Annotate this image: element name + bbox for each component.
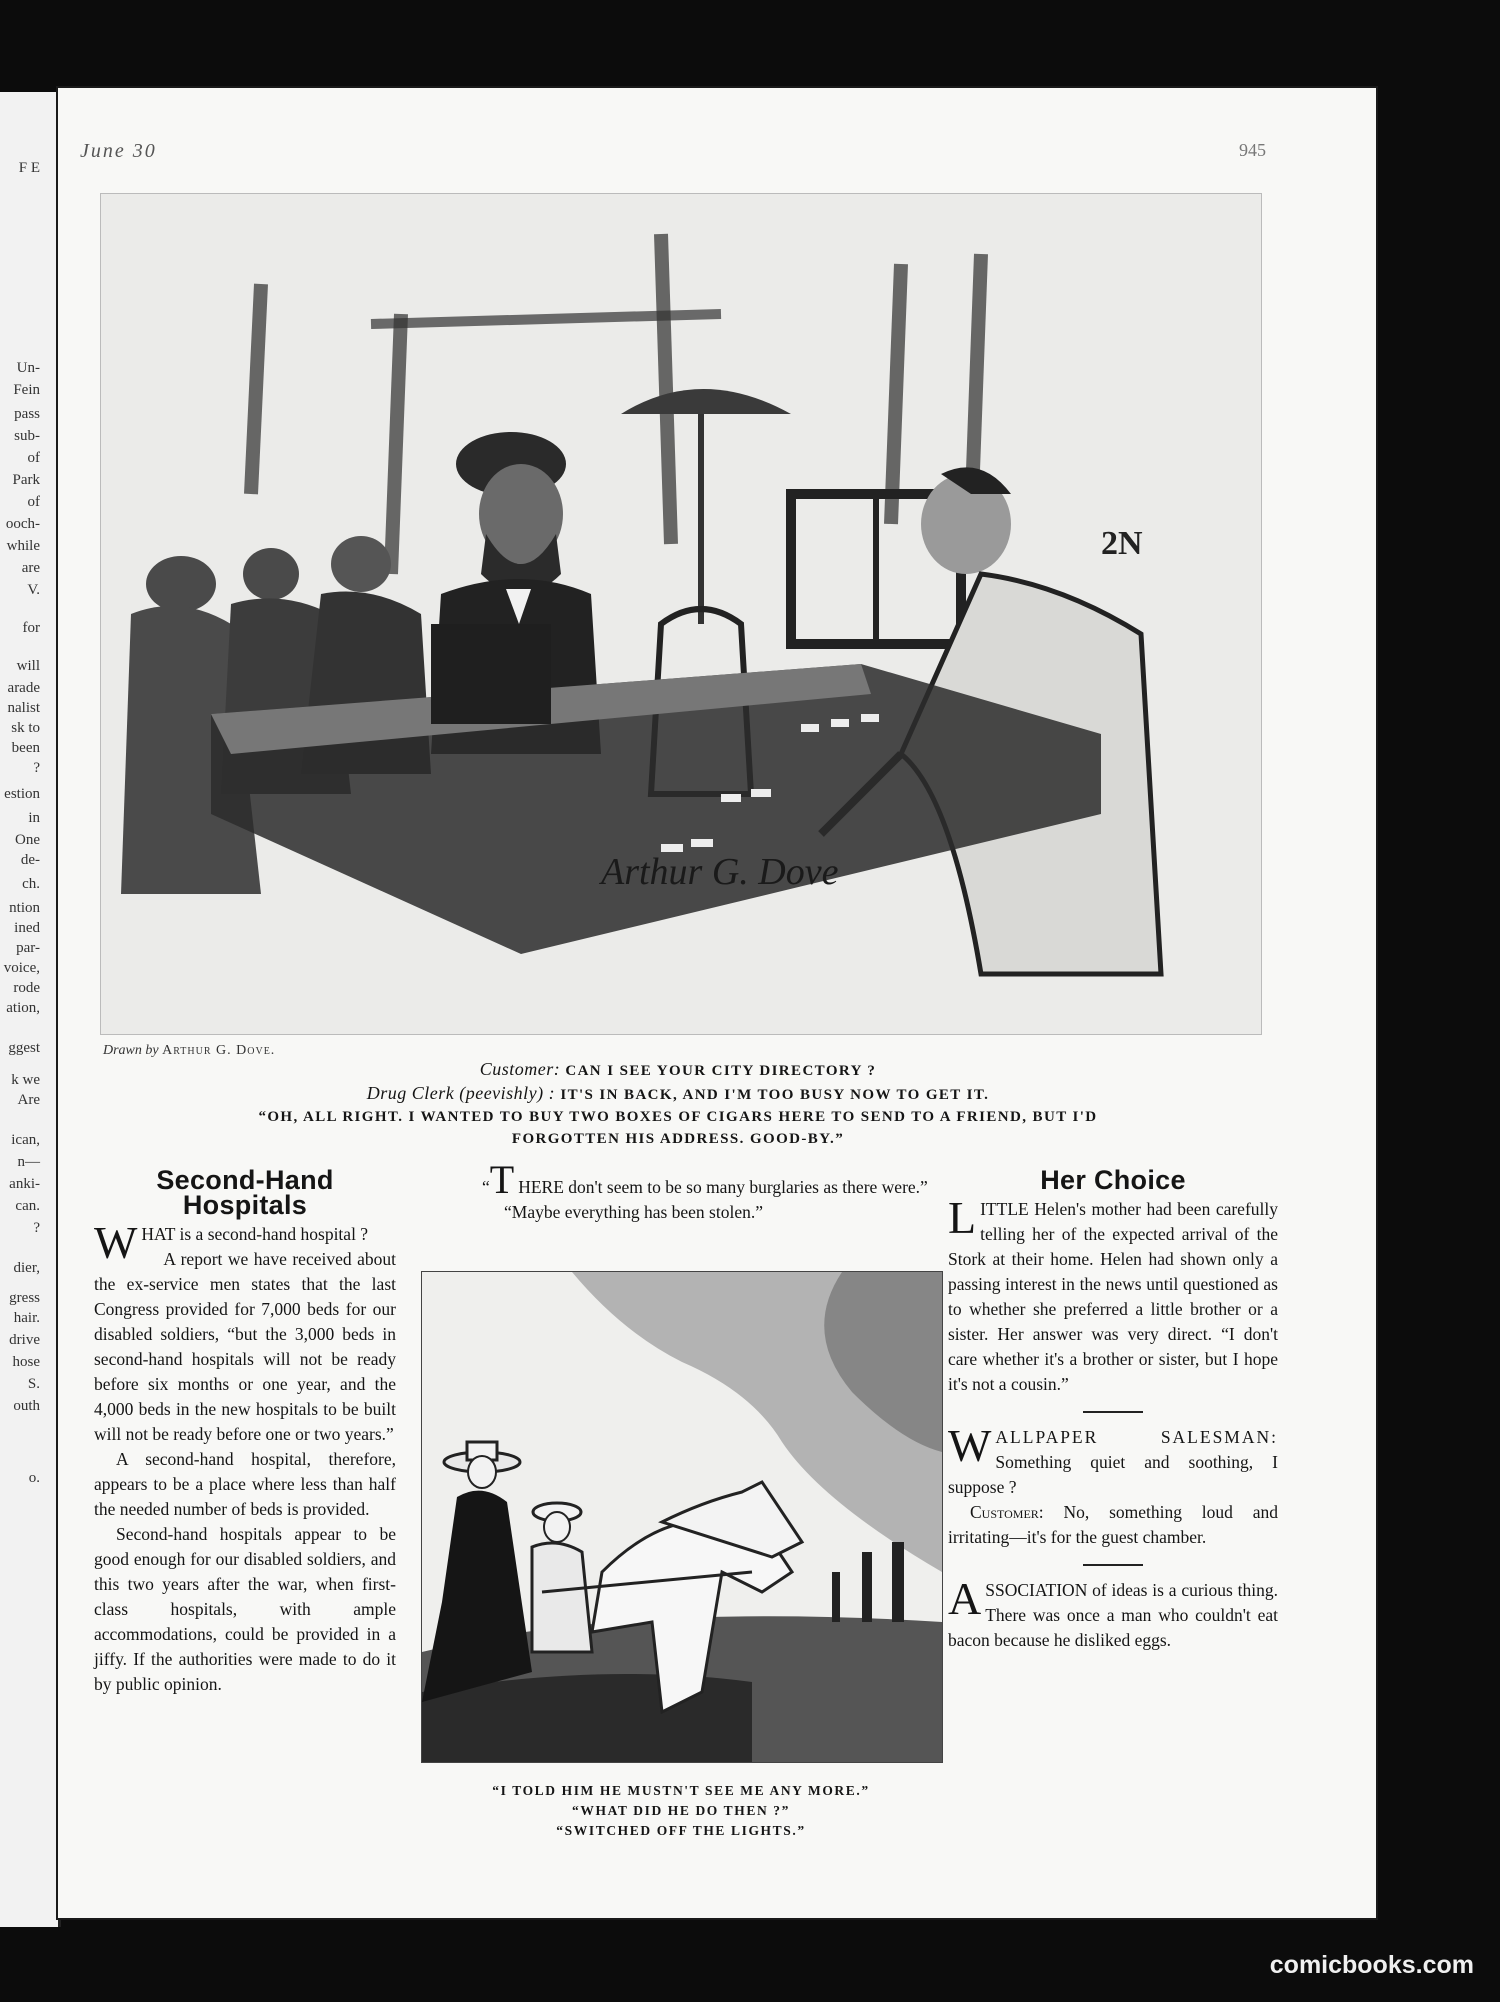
left-page-fragment: S. — [27, 1376, 40, 1392]
left-page-fragment: estion — [4, 786, 40, 802]
illustrator-signature: Arthur G. Dove — [601, 851, 839, 893]
left-page-fragment: pass — [14, 406, 40, 422]
left-page-fragment: F E — [18, 160, 40, 176]
caption-speaker: Customer: — [479, 1059, 561, 1079]
magazine-page — [58, 88, 1376, 1918]
article-heading: Her Choice — [1040, 1165, 1186, 1195]
running-head-date: June 30 — [80, 140, 157, 162]
caption-line — [178, 1058, 1178, 1082]
joke-line: “Maybe everything has been stolen.” — [504, 1202, 764, 1222]
column-her-choice — [948, 1165, 1279, 1653]
paragraph-lead: Customer: — [970, 1502, 1044, 1522]
left-page-fragment: Park — [12, 472, 40, 488]
left-page-fragment: can. — [15, 1198, 40, 1214]
credit-artist: Arthur G. Dove. — [162, 1043, 276, 1058]
left-page-fragment: drive — [9, 1332, 40, 1348]
left-page-fragment: One — [15, 832, 40, 848]
left-page-fragment: outh — [13, 1398, 40, 1414]
caption-line: “SWITCHED OFF THE LIGHTS.” — [556, 1823, 806, 1838]
left-page-fragment: n— — [17, 1154, 40, 1170]
cartoon-caption — [178, 1058, 1178, 1150]
left-page-fragment: sub- — [14, 428, 40, 444]
paragraph-text: Something quiet and soothing, I suppose ? — [948, 1452, 1278, 1497]
left-page-fragment: ined — [14, 920, 40, 936]
left-page-fragment: in — [28, 810, 40, 826]
drop-cap: W — [948, 1420, 992, 1471]
left-page-fragment: Un- — [16, 360, 40, 376]
caption-text: IT'S IN BACK, AND I'M TOO BUSY NOW TO GET IT. — [560, 1087, 990, 1103]
left-page-fragment: k we — [11, 1072, 40, 1088]
left-page-fragment: dier, — [13, 1260, 40, 1276]
left-page-fragment: ? — [33, 760, 40, 776]
left-page-fragment: ican, — [11, 1132, 40, 1148]
left-page-fragment: rode — [13, 980, 40, 996]
article-paragraph: A second-hand hospital, therefore, appears to be a place where less than half the needed number of beds is provided. — [94, 1449, 396, 1519]
paragraph-text: SSOCIATION of ideas is a curious thing. There was once a man who couldn't eat bacon because he disliked eggs. — [948, 1580, 1278, 1650]
illustration-marks: 2N — [1101, 525, 1143, 562]
left-page-fragment: ation, — [6, 1000, 40, 1016]
article-paragraph — [948, 1420, 1278, 1500]
left-page-fragment: are — [21, 560, 40, 576]
joke-text: HERE don't seem to be so many burglaries as there were.” — [518, 1177, 928, 1197]
left-page-fragment: anki- — [9, 1176, 40, 1192]
credit-prefix: Drawn by — [103, 1043, 159, 1058]
section-divider — [1083, 1564, 1143, 1566]
article-second-hand-hospitals — [94, 1165, 396, 1697]
riders-cartoon-caption — [418, 1781, 944, 1841]
left-page-fragment: ? — [33, 1220, 40, 1236]
left-page-fragment: while — [6, 538, 40, 554]
paragraph-lead: ALLPAPER SALESMAN: — [995, 1427, 1278, 1447]
left-page-fragment: o. — [28, 1470, 40, 1486]
drop-cap: L — [948, 1192, 977, 1243]
article-heading: Second-Hand Hospitals — [156, 1165, 334, 1220]
left-page-fragment: voice, — [3, 960, 40, 976]
left-page-fragment: nalist — [7, 700, 40, 716]
article-paragraph — [94, 1217, 396, 1268]
caption-text: FORGOTTEN HIS ADDRESS. GOOD-BY.” — [511, 1131, 845, 1147]
left-page-fragment: par- — [16, 940, 40, 956]
left-page-fragment: V. — [27, 582, 40, 598]
caption-line: “I TOLD HIM HE MUSTN'T SEE ME ANY MORE.” — [492, 1783, 870, 1798]
paragraph-text: ITTLE Helen's mother had been carefully telling her of the expected arrival of the Stork at their home. Helen had shown only a passing interest in the news until questioned as to whether she preferred a little brother or a sister. Her answer was very direct. “I don't care whether it's a brother or sister, but I hope it's not a cousin.” — [948, 1199, 1278, 1394]
caption-text: CAN I SEE YOUR CITY DIRECTORY ? — [565, 1063, 877, 1079]
site-watermark: comicbooks.com — [1269, 1951, 1474, 1979]
paragraph-text: No, something loud and irritating—it's for the guest chamber. — [948, 1502, 1279, 1547]
article-paragraph: A report we have received about the ex-service men states that the last Congress provided for 7,000 beds for our disabled soldiers, “but the 3,000 beds in second-hand hospitals will not be ready before six months or one year, and the 4,000 beds in the new hospitals to be built will not be ready before one or two years.” — [94, 1249, 396, 1444]
section-divider — [1083, 1411, 1143, 1413]
left-page-fragment: sk to — [11, 720, 40, 736]
left-page-fragment: de- — [20, 852, 40, 868]
article-paragraph — [948, 1192, 1278, 1397]
left-page-fragment: ch. — [22, 876, 40, 892]
riders-cartoon-illustration — [421, 1271, 943, 1763]
caption-text: “OH, ALL RIGHT. I WANTED TO BUY TWO BOXES OF CIGARS HERE TO SEND TO A FRIEND, BUT I'D — [258, 1109, 1098, 1125]
article-paragraph — [948, 1500, 1278, 1550]
drop-cap: T — [489, 1157, 515, 1202]
left-page-fragment: of — [27, 450, 40, 466]
illustration-credit — [103, 1043, 275, 1059]
left-page-fragment: ntion — [9, 900, 40, 916]
open-quote: “ — [482, 1177, 490, 1197]
left-page-fragment: hair. — [13, 1310, 40, 1326]
page-number: 945 — [1239, 140, 1266, 160]
left-page-fragment: been — [11, 740, 40, 756]
left-page-fragment: ggest — [8, 1040, 40, 1056]
paragraph-text: HAT is a second-hand hospital ? — [141, 1224, 369, 1244]
left-page-fragment: gress — [9, 1290, 40, 1306]
left-page-fragment: of — [27, 494, 40, 510]
joke-burglaries — [482, 1157, 932, 1225]
joke-line — [482, 1157, 932, 1202]
left-page-fragment: Are — [17, 1092, 40, 1108]
drugstore-cartoon-illustration — [100, 193, 1262, 1035]
left-page-fragment: ooch- — [5, 516, 40, 532]
drop-cap: A — [948, 1573, 982, 1624]
left-page-fragment: for — [22, 620, 40, 636]
caption-line — [178, 1106, 1178, 1128]
drop-cap: W — [94, 1217, 138, 1268]
caption-line — [178, 1128, 1178, 1150]
left-page-fragment: arade — [7, 680, 40, 696]
left-page-fragment: will — [16, 658, 40, 674]
caption-line — [178, 1082, 1178, 1106]
left-page-fragment: Fein — [13, 382, 40, 398]
article-paragraph — [948, 1573, 1278, 1653]
caption-speaker: Drug Clerk (peevishly) : — [366, 1083, 556, 1103]
article-paragraph: Second-hand hospitals appear to be good enough for our disabled soldiers, and this two years after the war, when first-class hospitals, with ample accommodations, could be provided in a jiffy. If the authorities were made to do it by public opinion. — [94, 1524, 396, 1694]
left-page-fragment: hose — [12, 1354, 40, 1370]
caption-line: “WHAT DID HE DO THEN ?” — [572, 1803, 790, 1818]
